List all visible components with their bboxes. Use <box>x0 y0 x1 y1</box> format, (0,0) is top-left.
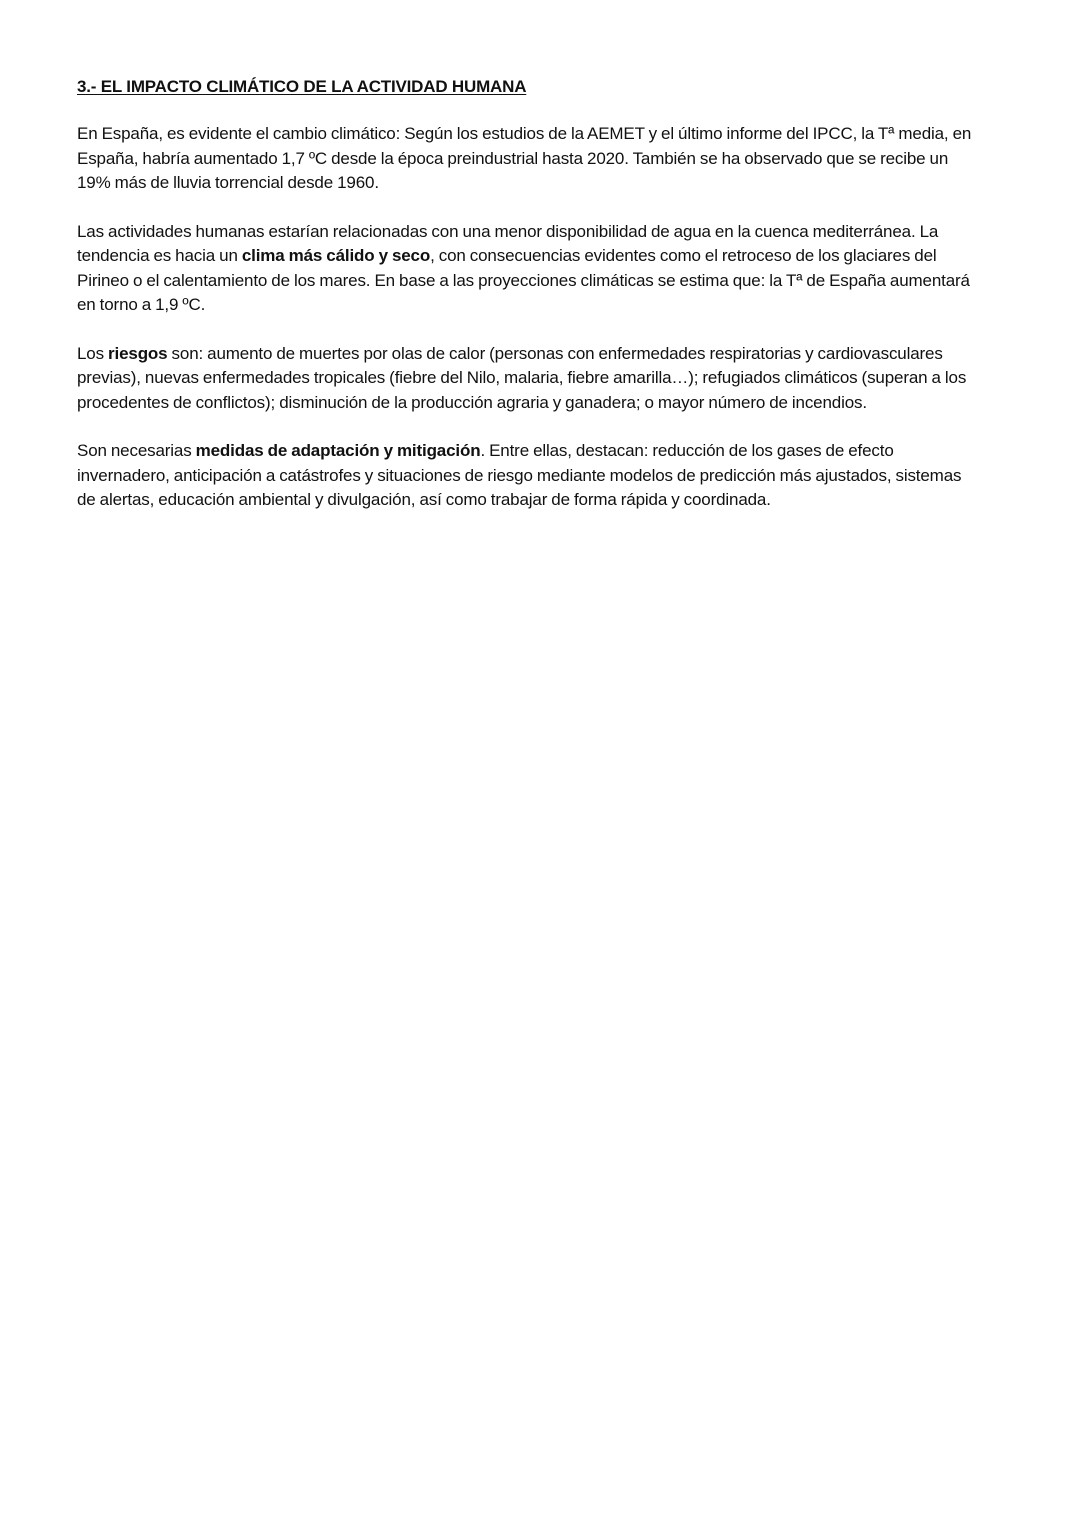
paragraph-human-activities <box>77 220 982 318</box>
text-segment: , con consecuencias evidentes como el retroceso de los glaciares del Pirineo o el calentamiento de los mares. En base a las proyecciones climáticas se estima que: la Tª de España aumentará en torno a 1,9 ºC. <box>77 246 970 314</box>
bold-term-warmer-drier-climate: clima más cálido y seco <box>241 246 431 265</box>
paragraph-risks <box>77 342 982 416</box>
bold-term-adaptation-mitigation: medidas de adaptación y mitigación <box>195 441 481 460</box>
document-body <box>77 74 982 537</box>
text-segment: En España, es evidente el cambio climático: Según los estudios de la AEMET y el último informe del IPCC, la Tª media, en España, habría aumentado 1,7 ºC desde la época preindustrial hasta 2020. También se ha observado que se recibe un 19% más de lluvia torrencial desde 1960. <box>77 124 972 192</box>
text-segment: Son necesarias <box>77 441 196 460</box>
text-segment: . Entre ellas, destacan: reducción de los gases de efecto invernadero, anticipación a catástrofes y situaciones de riesgo mediante modelos de predicción más ajustados, sistemas de alertas, educación ambiental y divulgación, así como trabajar de forma rápida y coordinada. <box>77 441 962 509</box>
bold-term-risks: riesgos <box>108 343 168 363</box>
text-segment: Los <box>77 343 109 363</box>
section-heading: 3.- EL IMPACTO CLIMÁTICO DE LA ACTIVIDAD HUMANA <box>77 77 527 96</box>
text-segment: Las actividades humanas estarían relacionadas con una menor disponibilidad de agua en la cuenca mediterránea. La tendencia es hacia un <box>77 221 939 265</box>
paragraph-climate-change-evidence <box>77 122 982 196</box>
paragraph-measures <box>77 439 982 513</box>
text-segment: son: aumento de muertes por olas de calor (personas con enfermedades respiratorias y cardiovasculares previas), nuevas enfermedades tropicales (fiebre del Nilo, malaria, fiebre amarilla…); refugiados climáticos (superan a los procedentes de conflictos); disminución de la producción agraria y ganadera; o mayor número de incendios. <box>77 343 967 412</box>
